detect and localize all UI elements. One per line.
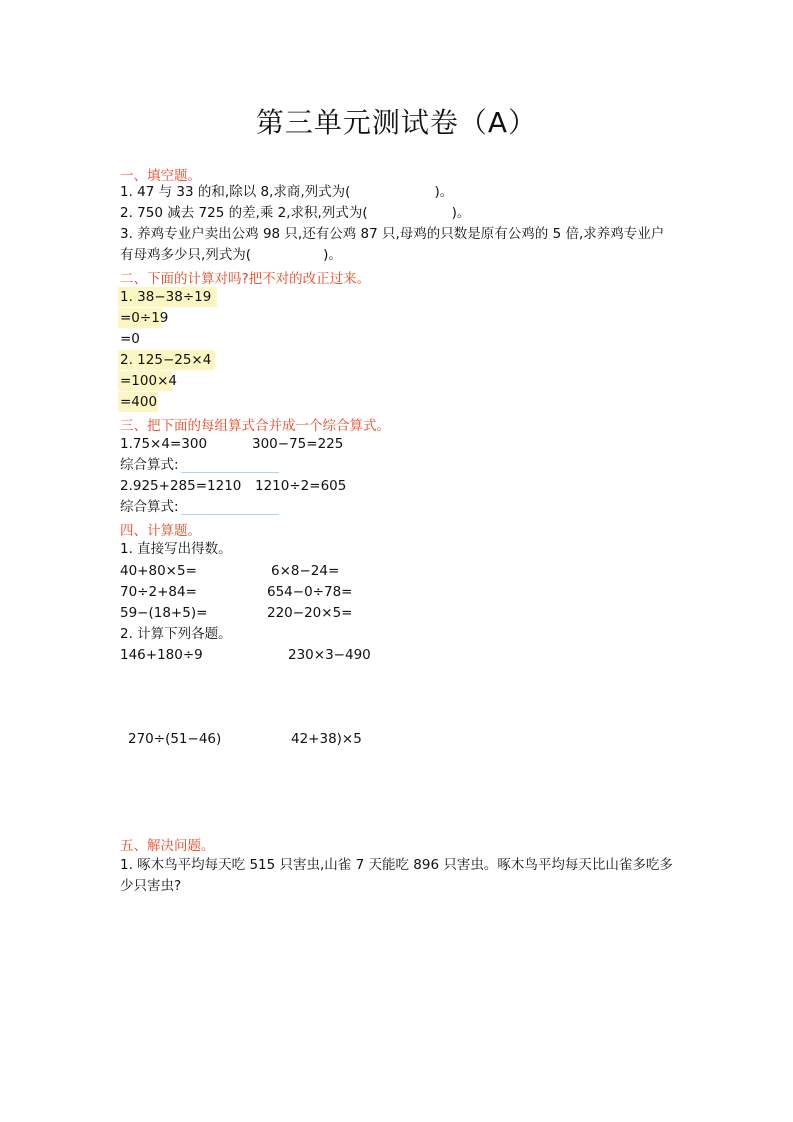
fill-question-1 bbox=[120, 182, 453, 202]
group-1-equation-a: 1.75×4=300 bbox=[120, 436, 208, 452]
group-1-equation-b: 300−75=225 bbox=[252, 436, 344, 452]
calc-problem-4: 42+38)×5 bbox=[291, 731, 362, 747]
oral-calc-1: 40+80×5= bbox=[120, 563, 197, 579]
calc-problem-1: 146+180÷9 bbox=[120, 647, 203, 663]
check-problem-2-line-2: =100×4 bbox=[120, 373, 177, 389]
section-3-heading: 三、把下面的每组算式合并成一个综合算式。 bbox=[120, 418, 390, 434]
word-problem-1-line-1: 1. 啄木鸟平均每天吃 515 只害虫,山雀 7 天能吃 896 只害虫。啄木鸟平均每天比山雀多吃多 bbox=[120, 857, 673, 873]
oral-calc-5: 59−(18+5)= bbox=[120, 605, 208, 621]
check-problem-1-line-2: =0÷19 bbox=[120, 310, 169, 326]
oral-calc-3: 70÷2+84= bbox=[120, 584, 197, 600]
check-problem-1-line-1: 1. 38−38÷19 bbox=[118, 287, 217, 307]
combined-formula-label: 综合算式: bbox=[120, 499, 179, 515]
fill-question-2-text: 2. 750 减去 725 的差,乘 2,求积,列式为( bbox=[120, 205, 368, 221]
fill-question-3-line-1: 3. 养鸡专业户卖出公鸡 98 只,还有公鸡 87 只,母鸡的只数是原有公鸡的 5 倍,求养鸡专业户 bbox=[120, 226, 665, 242]
section-5-heading: 五、解决问题。 bbox=[120, 838, 215, 854]
calc-problem-3: 270÷(51−46) bbox=[128, 731, 222, 747]
section-4-heading: 四、计算题。 bbox=[120, 523, 201, 539]
combined-formula-2-blank[interactable] bbox=[181, 500, 279, 515]
fill-question-3-end: )。 bbox=[323, 247, 342, 263]
oral-calc-2: 6×8−24= bbox=[271, 563, 340, 579]
check-problem-1-line-3: =0 bbox=[120, 331, 140, 347]
check-problem-2-line-1: 2. 125−25×4 bbox=[118, 350, 215, 370]
combined-formula-label: 综合算式: bbox=[120, 457, 179, 473]
fill-question-1-text: 1. 47 与 33 的和,除以 8,求商,列式为( bbox=[120, 184, 351, 200]
fill-question-1-end: )。 bbox=[434, 184, 454, 200]
group-2-equation-a: 2.925+285=1210 bbox=[120, 478, 242, 494]
sub-question-calculate: 2. 计算下列各题。 bbox=[120, 626, 232, 642]
calc-problem-2: 230×3−490 bbox=[288, 647, 371, 663]
oral-calc-6: 220−20×5= bbox=[267, 605, 353, 621]
combined-formula-1 bbox=[120, 455, 279, 475]
fill-question-3-line-2 bbox=[120, 245, 342, 265]
word-problem-1-line-2: 少只害虫? bbox=[120, 878, 182, 894]
section-1-heading: 一、填空题。 bbox=[120, 168, 201, 184]
oral-calc-4: 654−0÷78= bbox=[267, 584, 353, 600]
page-title: 第三单元测试卷（A） bbox=[255, 106, 538, 139]
fill-question-3-text: 有母鸡多少只,列式为( bbox=[120, 247, 252, 263]
section-2-heading: 二、下面的计算对吗?把不对的改正过来。 bbox=[120, 271, 371, 287]
check-problem-2-line-3: =400 bbox=[120, 394, 158, 410]
group-2-equation-b: 1210÷2=605 bbox=[255, 478, 347, 494]
combined-formula-2 bbox=[120, 497, 279, 517]
fill-question-2 bbox=[120, 203, 470, 223]
sub-question-direct-answer: 1. 直接写出得数。 bbox=[120, 541, 232, 557]
combined-formula-1-blank[interactable] bbox=[181, 458, 279, 473]
fill-question-2-end: )。 bbox=[451, 205, 471, 221]
